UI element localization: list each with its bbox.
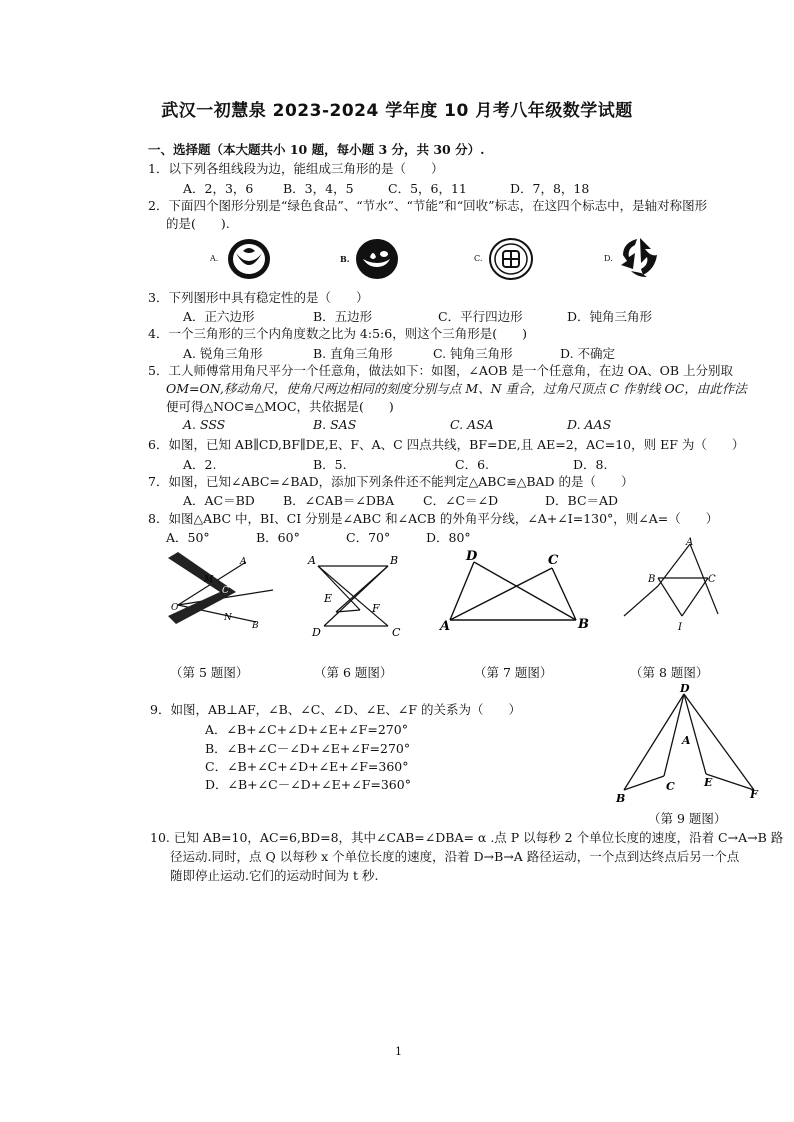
figure-8-diagram xyxy=(620,536,730,636)
caption-figure-7: （第 7 题图） xyxy=(474,665,553,680)
f6-label-e: E xyxy=(324,592,333,605)
q4-option-b: B. 直角三角形 xyxy=(313,346,393,361)
f6-label-b: B xyxy=(390,554,399,567)
recycle-logo-icon xyxy=(617,235,663,281)
green-food-logo-icon xyxy=(226,237,272,281)
q6-option-a: A．2. xyxy=(183,457,217,472)
q8-option-a: A．50° xyxy=(166,530,210,545)
f9-label-c: C xyxy=(666,780,675,793)
figure-6-diagram xyxy=(300,548,410,644)
question-5-line3: 便可得△NOC≌△MOC，共依据是( ) xyxy=(166,399,394,414)
page-title: 武汉一初慧泉 2023-2024 学年度 10 月考八年级数学试题 xyxy=(161,101,633,121)
q8-option-d: D．80° xyxy=(426,530,471,545)
logo-label-b: B. xyxy=(340,254,350,264)
caption-figure-6: （第 6 题图） xyxy=(314,665,393,680)
question-10-line2: 径运动.同时，点 Q 以每秒 x 个单位长度的速度，沿着 D→B→A 路径运动，一个点到达终点后另一个点 xyxy=(170,849,740,864)
logo-label-c: C. xyxy=(474,254,483,263)
q7-option-b: B．∠CAB＝∠DBA xyxy=(283,493,395,508)
f5-label-c: C xyxy=(222,586,229,596)
caption-figure-9: （第 9 题图） xyxy=(648,811,727,826)
q9-option-b: B．∠B+∠C－∠D+∠E+∠F=270° xyxy=(205,741,411,756)
q5-option-c: C. ASA xyxy=(450,417,494,432)
q7-option-d: D．BC＝AD xyxy=(545,493,619,508)
q4-option-c: C. 钝角三角形 xyxy=(433,346,513,361)
f5-label-a: A xyxy=(240,557,247,567)
q7-option-a: A．AC＝BD xyxy=(183,493,255,508)
logo-label-d: D. xyxy=(604,254,613,263)
f7-label-d: D xyxy=(466,549,478,564)
figure-7-diagram xyxy=(436,548,596,634)
f7-label-a: A xyxy=(440,619,451,634)
question-5: 5．工人师傅常用角尺平分一个任意角，做法如下：如图，∠AOB 是一个任意角，在边 OA、OB 上分别取 xyxy=(148,363,734,378)
f6-label-f: F xyxy=(372,602,380,615)
f9-label-d: D xyxy=(680,682,690,695)
f9-label-f: F xyxy=(750,788,758,801)
question-10: 10. 已知 AB=10，AC=6,BD=8，其中∠CAB=∠DBA= α .点 P 以每秒 2 个单位长度的速度，沿着 C→A→B 路 xyxy=(150,830,784,845)
q9-option-a: A．∠B+∠C+∠D+∠E+∠F=270° xyxy=(205,722,408,737)
page-number: 1 xyxy=(395,1045,402,1058)
q1-option-d: D．7，8，18 xyxy=(510,181,590,196)
question-8: 8．如图△ABC 中，BI、CI 分别是∠ABC 和∠ACB 的外角平分线，∠A+∠I=130°，则∠A=（ ） xyxy=(148,511,719,526)
q4-option-d: D. 不确定 xyxy=(560,346,616,361)
f8-label-c: C xyxy=(708,574,716,585)
q8-option-b: B．60° xyxy=(256,530,300,545)
q3-option-b: B．五边形 xyxy=(313,309,373,324)
f8-label-b: B xyxy=(648,574,656,585)
question-1: 1．以下列各组线段为边，能组成三角形的是（ ） xyxy=(148,161,444,176)
question-4: 4．一个三角形的三个内角度数之比为 4:5:6，则这个三角形是( ) xyxy=(148,326,527,341)
q8-option-c: C．70° xyxy=(346,530,391,545)
water-saving-logo-icon xyxy=(354,237,400,281)
f7-label-b: B xyxy=(578,617,589,632)
question-9: 9．如图，AB⊥AF，∠B、∠C、∠D、∠E、∠F 的关系为（ ） xyxy=(150,702,522,717)
q1-option-b: B．3，4，5 xyxy=(283,181,354,196)
question-10-line3: 随即停止运动.它们的运动时间为 t 秒. xyxy=(170,868,379,883)
q9-option-d: D．∠B+∠C－∠D+∠E+∠F=360° xyxy=(205,777,411,792)
question-2-cont: 的是( ). xyxy=(166,216,230,231)
f9-label-a: A xyxy=(682,734,691,747)
q4-option-a: A. 锐角三角形 xyxy=(183,346,263,361)
f9-label-b: B xyxy=(616,792,626,805)
q1-option-c: C．5，6，11 xyxy=(388,181,467,196)
q6-option-d: D．8. xyxy=(573,457,608,472)
question-2: 2．下面四个图形分别是“绿色食品”、“节水”、“节能”和“回收”标志，在这四个标志中，是轴对称图形 xyxy=(148,198,708,213)
question-7: 7．如图，已知∠ABC=∠BAD，添加下列条件还不能判定△ABC≌△BAD 的是（ ） xyxy=(148,474,634,489)
q6-option-b: B．5. xyxy=(313,457,347,472)
caption-figure-8: （第 8 题图） xyxy=(630,665,709,680)
figure-9-diagram xyxy=(612,680,762,806)
q7-option-c: C．∠C＝∠D xyxy=(423,493,499,508)
f6-label-c: C xyxy=(392,626,401,639)
f5-label-m: M xyxy=(204,575,214,585)
section-heading: 一、选择题（本大题共小 10 题，每小题 3 分，共 30 分）. xyxy=(148,142,485,157)
q9-option-c: C．∠B+∠C+∠D+∠E+∠F=360° xyxy=(205,759,409,774)
energy-saving-logo-icon xyxy=(488,237,534,281)
q3-option-a: A．正六边形 xyxy=(183,309,255,324)
f6-label-d: D xyxy=(312,626,321,639)
question-6: 6．如图，已知 AB∥CD,BF∥DE,E、F、A、C 四点共线，BF=DE,且 AE=2，AC=10，则 EF 为（ ） xyxy=(148,437,745,452)
q3-option-c: C．平行四边形 xyxy=(438,309,523,324)
f5-label-o: O xyxy=(171,603,179,613)
f7-label-c: C xyxy=(548,553,559,568)
q5-option-a: A. SSS xyxy=(183,417,226,432)
caption-figure-5: （第 5 题图） xyxy=(170,665,249,680)
f5-label-n: N xyxy=(224,613,232,623)
q3-option-d: D．钝角三角形 xyxy=(567,309,653,324)
question-3: 3．下列图形中具有稳定性的是（ ） xyxy=(148,290,369,305)
f5-label-b: B xyxy=(252,621,259,630)
f8-label-i: I xyxy=(678,622,682,633)
f9-label-e: E xyxy=(704,776,713,789)
q6-option-c: C．6. xyxy=(455,457,489,472)
q5-option-b: B. SAS xyxy=(313,417,357,432)
logo-label-a: A. xyxy=(210,254,219,263)
f8-label-a: A xyxy=(686,537,694,548)
f6-label-a: A xyxy=(308,554,316,567)
figure-5-diagram xyxy=(168,550,278,630)
q5-option-d: D. AAS xyxy=(567,417,612,432)
q1-option-a: A．2，3，6 xyxy=(183,181,254,196)
question-5-line2: OM=ON,移动角尺，使角尺两边相同的刻度分别与点 M、N 重合，过角尺顶点 C 作射线 OC，由此作法 xyxy=(166,381,747,396)
